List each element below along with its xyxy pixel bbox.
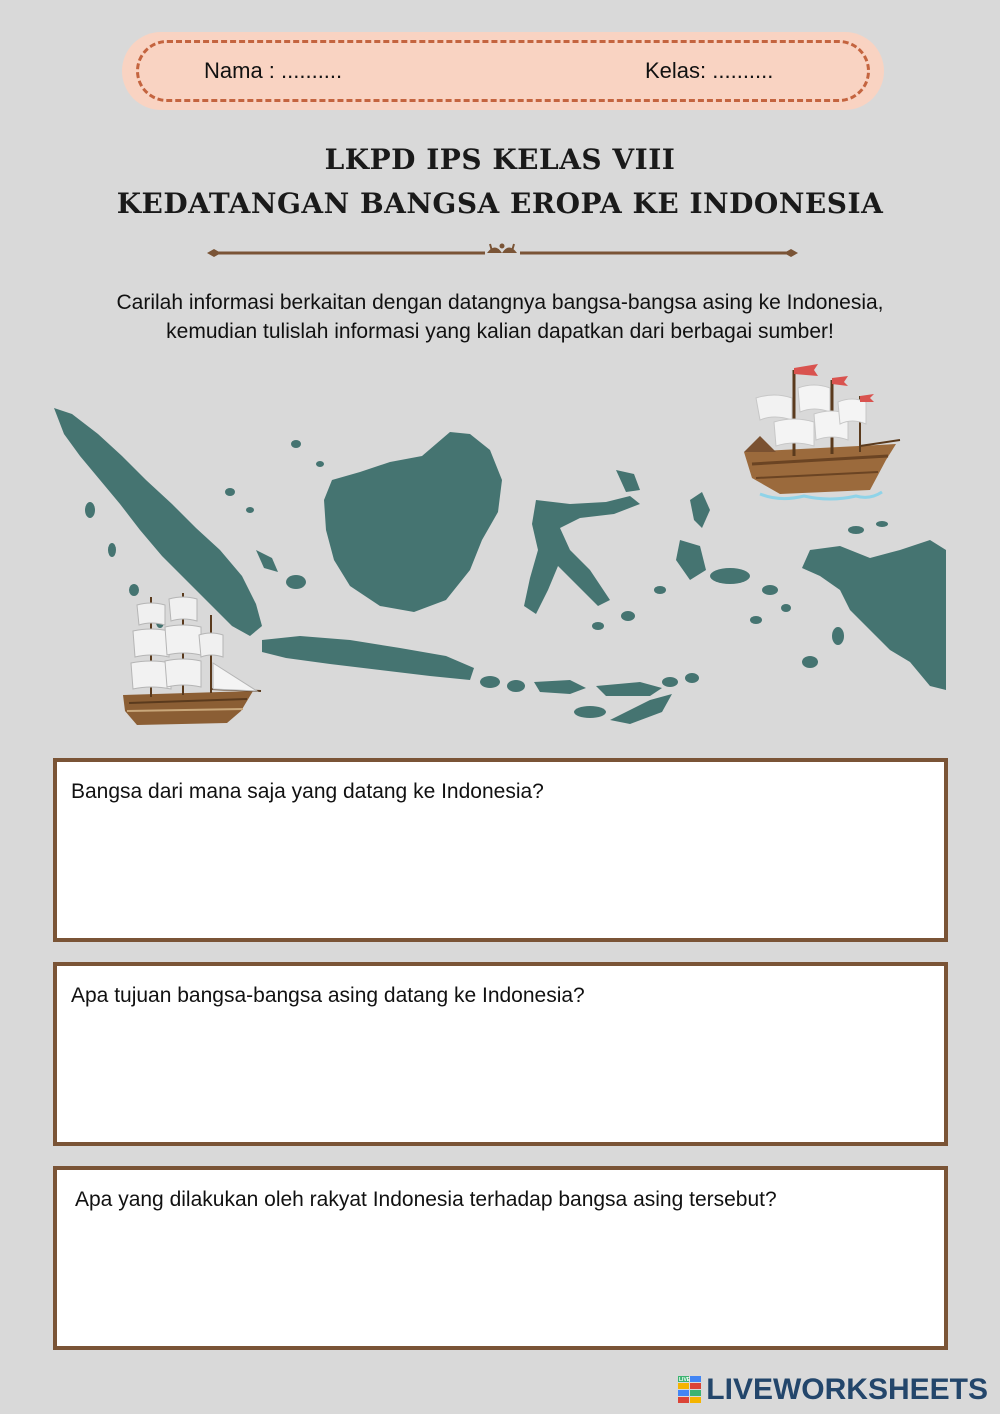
- answer-box-3[interactable]: [53, 1166, 948, 1350]
- answer-box-1[interactable]: [53, 758, 948, 942]
- galleon-ship-icon: [740, 360, 905, 508]
- sailing-ship-icon: [115, 585, 265, 733]
- liveworksheets-brand[interactable]: [678, 1373, 988, 1407]
- question-1: Bangsa dari mana saja yang datang ke Indonesia?: [71, 780, 544, 803]
- logo-letters: LIVE: [679, 1377, 691, 1383]
- worksheet-title: LKPD IPS KELAS VIII: [324, 143, 676, 176]
- instructions: [40, 288, 960, 346]
- instructions-line-2: kemudian tulislah informasi yang kalian dapatkan dari berbagai sumber!: [166, 320, 834, 343]
- question-3: Apa yang dilakukan oleh rakyat Indonesia terhadap bangsa asing tersebut?: [75, 1188, 777, 1211]
- liveworksheets-logo-icon: [678, 1376, 702, 1404]
- brand-text: LIVEWORKSHEETS: [706, 1373, 988, 1406]
- answer-box-2[interactable]: [53, 962, 948, 1146]
- class-field-label[interactable]: Kelas: ..........: [645, 58, 774, 83]
- ornamental-divider: [205, 240, 800, 264]
- worksheet-subtitle: KEDATANGAN BANGSA EROPA KE INDONESIA: [116, 187, 884, 220]
- question-2: Apa tujuan bangsa-bangsa asing datang ke Indonesia?: [71, 984, 585, 1007]
- instructions-line-1: Carilah informasi berkaitan dengan datangnya bangsa-bangsa asing ke Indonesia,: [116, 291, 884, 314]
- student-info-header: [122, 32, 884, 110]
- name-field-label[interactable]: Nama : ..........: [204, 58, 343, 83]
